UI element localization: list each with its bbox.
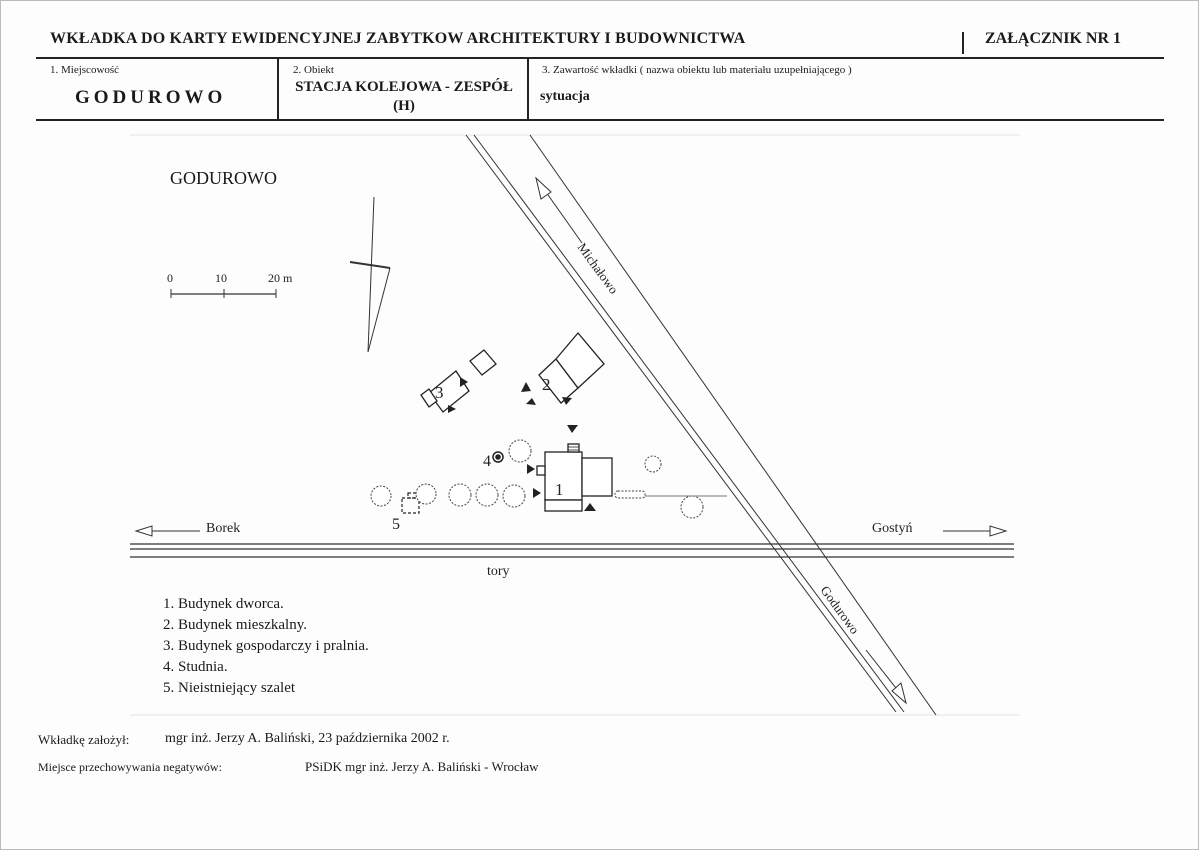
- founder-value: mgr inż. Jerzy A. Baliński, 23 października 2002 r.: [165, 731, 450, 746]
- rail-arrow-left-icon: [136, 526, 200, 536]
- locality-label: 1. Miejscowość: [50, 64, 120, 76]
- legend-item-1: 1. Budynek dworca.: [163, 596, 284, 612]
- road-arrow-up-icon: [536, 178, 582, 243]
- rail-label-borek: Borek: [206, 521, 241, 536]
- rail-label-tory: tory: [487, 564, 510, 579]
- object-label: 2. Obiekt: [293, 64, 334, 76]
- road-arrow-down-icon: [866, 650, 906, 703]
- founder-label: Wkładkę założył:: [38, 732, 130, 747]
- marker-1: 1: [555, 480, 564, 499]
- legend-item-4: 4. Studnia.: [163, 659, 228, 675]
- contents-label: 3. Zawartość wkładki ( nazwa obiektu lub materiału uzupełniającego ): [542, 64, 852, 76]
- scale-label-10: 10: [215, 271, 227, 285]
- marker-5: 5: [392, 516, 400, 533]
- marker-4: 4: [483, 453, 491, 470]
- marker-3: 3: [435, 383, 444, 402]
- scale-bar: [167, 271, 293, 298]
- form-title: WKŁADKA DO KARTY EWIDENCYJNEJ ZABYTKOW ARCHITEKTURY I BUDOWNICTWA: [50, 30, 746, 47]
- object-value: STACJA KOLEJOWA - ZESPÓŁ (H): [295, 79, 513, 114]
- legend: [163, 594, 369, 699]
- rail-arrow-right-icon: [943, 526, 1006, 536]
- tree-icons: [371, 440, 703, 518]
- railway: [130, 544, 1014, 557]
- north-arrow-icon: [350, 197, 390, 352]
- road: [466, 135, 936, 715]
- storage-label: Miejsce przechowywania negatywów:: [38, 760, 222, 774]
- well-icon: [493, 452, 503, 462]
- rail-label-gostyn: Gostyń: [872, 521, 913, 536]
- legend-item-5: 5. Nieistniejący szalet: [163, 680, 296, 696]
- contents-value: sytuacja: [540, 89, 590, 104]
- road-label-godurowo: Godurowo: [817, 582, 863, 637]
- scale-label-0: 0: [167, 271, 173, 285]
- legend-item-3: 3. Budynek gospodarczy i pralnia.: [163, 638, 369, 654]
- map-title: GODUROWO: [170, 168, 277, 188]
- scale-label-20: 20 m: [268, 271, 293, 285]
- locality-value: GODUROWO: [75, 87, 227, 108]
- legend-item-2: 2. Budynek mieszkalny.: [163, 617, 308, 633]
- annex-label: ZAŁĄCZNIK NR 1: [985, 30, 1122, 47]
- road-label-michalowo: Michałowo: [574, 239, 622, 297]
- storage-value: PSiDK mgr inż. Jerzy A. Baliński - Wrocław: [305, 759, 539, 774]
- building-station: [537, 444, 612, 511]
- marker-2: 2: [542, 375, 551, 394]
- building-outbuilding: [421, 350, 496, 412]
